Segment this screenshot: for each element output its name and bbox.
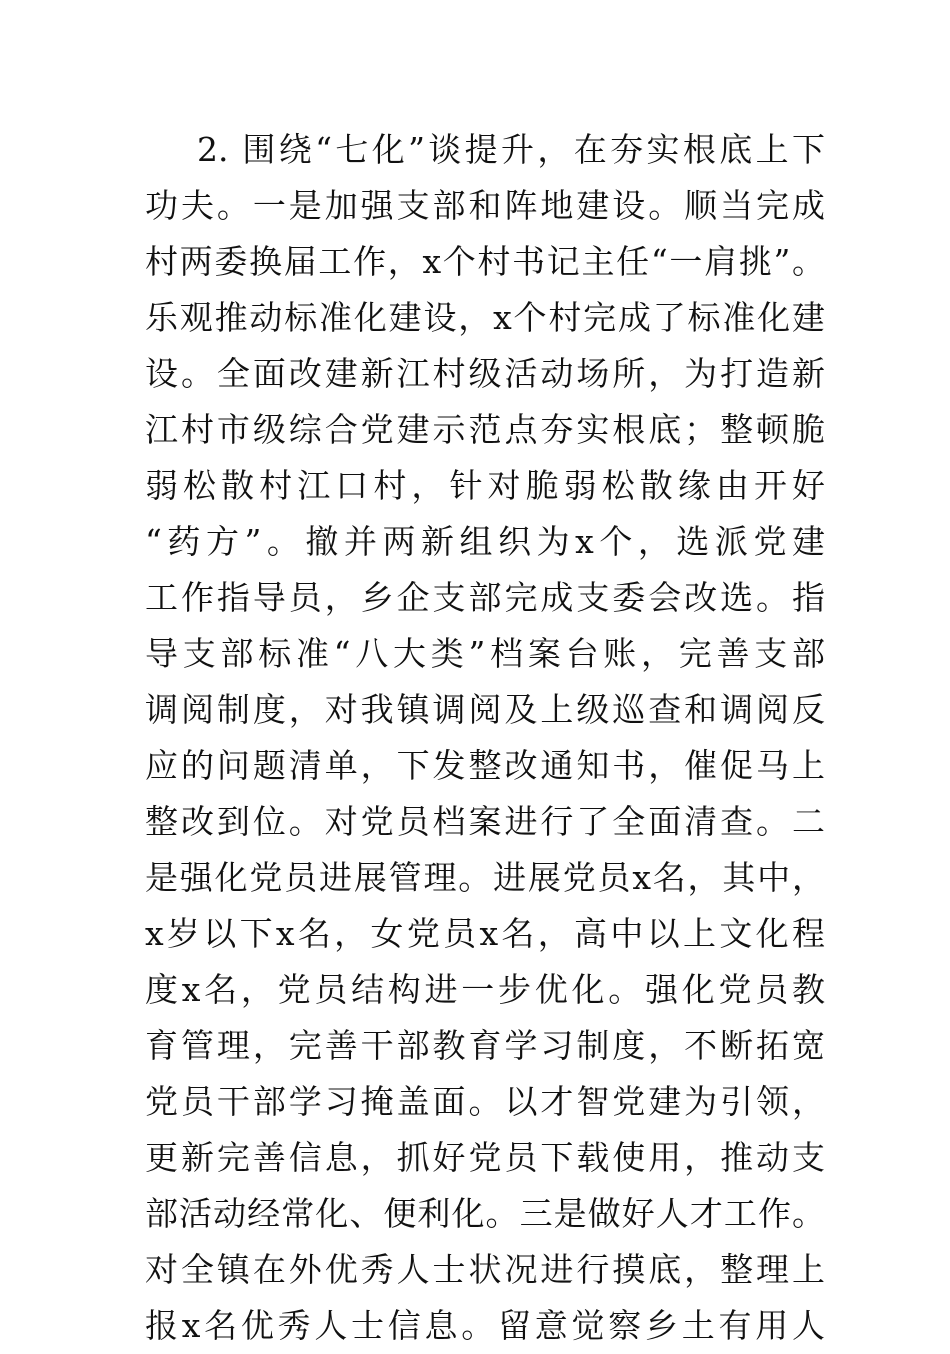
text-line: 导支部标准“八大类”档案台账，完善支部	[145, 634, 825, 673]
text-line: 工作指导员，乡企支部完成支委会改选。指	[145, 578, 825, 617]
text-line: x岁以下x名，女党员x名，高中以上文化程	[145, 914, 825, 953]
text-line: 江村市级综合党建示范点夯实根底；整顿脆	[145, 410, 825, 449]
text-line: 弱松散村江口村，针对脆弱松散缘由开好	[145, 466, 825, 505]
text-line: 更新完善信息，抓好党员下载使用，推动支	[145, 1138, 825, 1177]
text-line: 党员干部学习掩盖面。以才智党建为引领，	[145, 1082, 825, 1121]
text-line: 调阅制度，对我镇调阅及上级巡查和调阅反	[145, 690, 825, 729]
text-line: 2. 围绕“七化”谈提升，在夯实根底上下	[197, 130, 825, 169]
text-line: 度x名，党员结构进一步优化。强化党员教	[145, 970, 825, 1009]
text-line: 育管理，完善干部教育学习制度，不断拓宽	[145, 1026, 825, 1065]
text-line: 功夫。一是加强支部和阵地建设。顺当完成	[145, 186, 825, 225]
text-line: “药方”。撤并两新组织为x个，选派党建	[145, 522, 825, 561]
text-line: 对全镇在外优秀人士状况进行摸底，整理上	[145, 1250, 825, 1289]
text-line: 整改到位。对党员档案进行了全面清查。二	[145, 802, 825, 841]
text-line: 部活动经常化、便利化。三是做好人才工作。	[145, 1194, 825, 1233]
text-line: 是强化党员进展管理。进展党员x名，其中，	[145, 858, 825, 897]
text-line: 设。全面改建新江村级活动场所，为打造新	[145, 354, 825, 393]
text-line: 报x名优秀人士信息。留意觉察乡土有用人	[145, 1306, 825, 1345]
text-line: 应的问题清单，下发整改通知书，催促马上	[145, 746, 825, 785]
body-paragraph	[145, 122, 825, 1354]
text-line: 乐观推动标准化建设，x个村完成了标准化建	[145, 298, 825, 337]
text-line: 村两委换届工作，x个村书记主任“一肩挑”。	[145, 242, 825, 281]
